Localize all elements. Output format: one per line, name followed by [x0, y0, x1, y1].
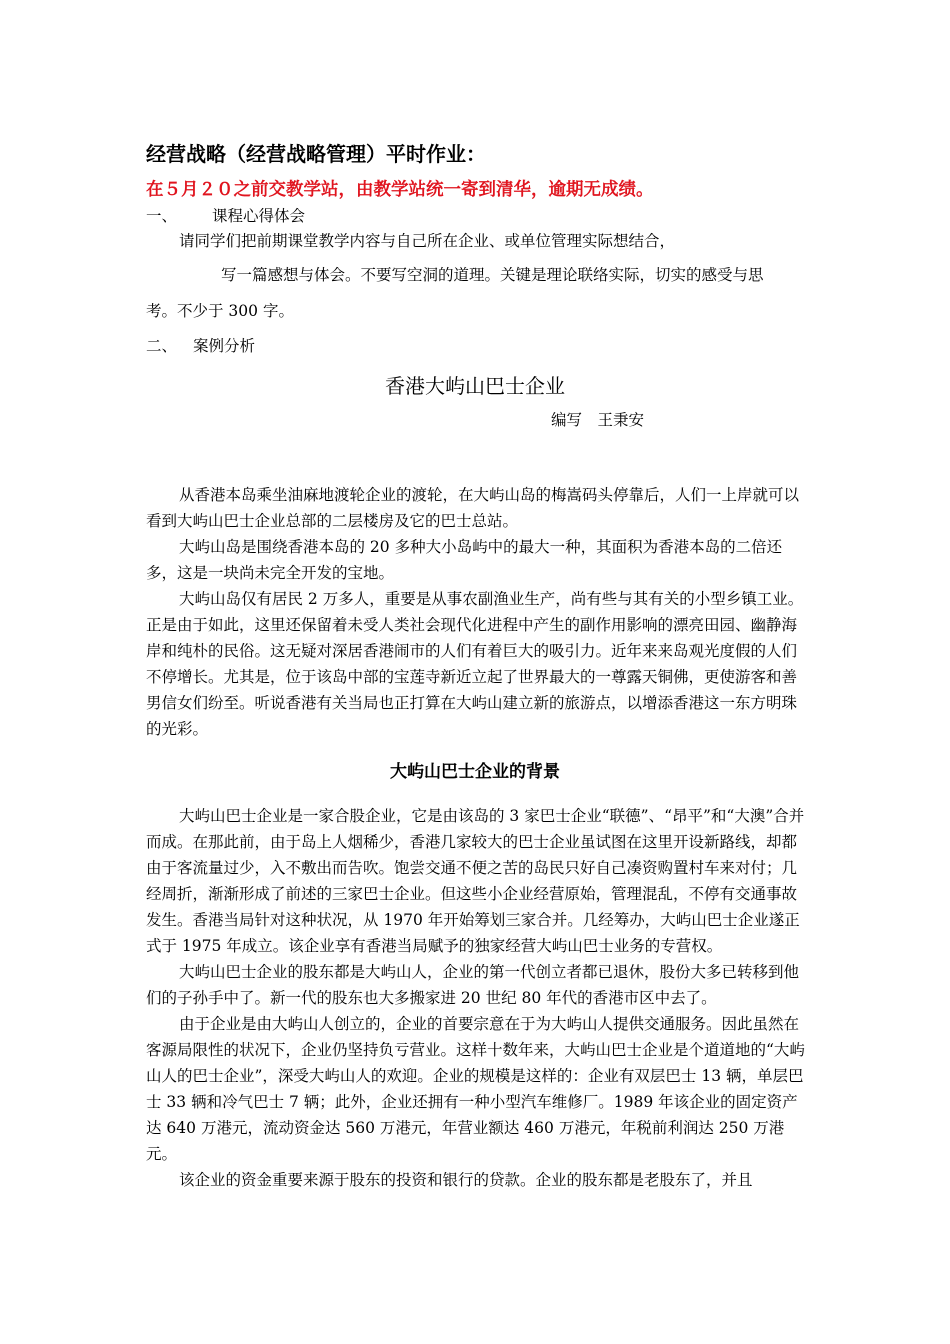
case-title: 香港大屿山巴士企业: [385, 374, 565, 398]
paragraph: 大屿山巴士企业的股东都是大屿山人，企业的第一代创立者都已退休，股份大多已转移到他们的子孙手中了。新一代的股东也大多搬家进 20 世纪 80 年代的香港市区中去了。: [146, 963, 800, 1007]
paragraph: 大屿山岛仅有居民 2 万多人，重要是从事农副渔业生产，尚有些与其有关的小型乡镇工业。正是由于如此，这里还保留着未受人类社会现代化进程中产生的副作用影响的漂亮田园、幽静海岸和纯朴的民俗。这无疑对深居香港闹市的人们有着巨大的吸引力。近年来来岛观光度假的人们不停增长。尤其是，位于该岛中部的宝莲寺新近立起了世界最大的一尊露天铜佛，更使游客和善男信女们纷至。听说香港有关当局也正打算在大屿山建立新的旅游点，以增添香港这一东方明珠的光彩。: [146, 590, 804, 738]
section1-line: 写一篇感想与体会。不要写空洞的道理。关键是理论联络实际，切实的感受与思: [221, 266, 764, 284]
section2-title: 案例分析: [193, 337, 256, 355]
section2-number: 二、: [146, 337, 178, 355]
paragraph: 该企业的资金重要来源于股东的投资和银行的贷款。企业的股东都是老股东了，并且: [179, 1171, 753, 1189]
background-title: 大屿山巴士企业的背景: [390, 762, 560, 782]
section1-line: 请同学们把前期课堂教学内容与自己所在企业、或单位管理实际想结合，: [179, 232, 676, 250]
case-intro: [146, 482, 812, 742]
deadline-notice: 在５月２０之前交教学站，由教学站统一寄到清华，逾期无成绩。: [146, 180, 654, 200]
case-background: [146, 803, 812, 1193]
section1-number: 一、: [146, 207, 178, 225]
assignment-heading: 经营战略（经营战略管理）平时作业：: [146, 142, 486, 166]
case-author: 编写 王秉安: [551, 411, 645, 429]
paragraph: 由于企业是由大屿山人创立的，企业的首要宗意在于为大屿山人提供交通服务。因此虽然在客源局限性的状况下，企业仍坚持负亏营业。这样十数年来，大屿山巴士企业是个道道地的“大屿山人的巴士企业”，深受大屿山人的欢迎。企业的规模是这样的：企业有双层巴士 13 辆，单层巴士 33 辆和冷气巴士 7 辆；此外，企业还拥有一种小型汽车维修厂。1989 年该企业的固定资产达 640 万港元，流动资金达 560 万港元，年营业额达 460 万港元，年税前利润达 250 万港元。: [146, 1015, 805, 1163]
section1-title: 课程心得体会: [212, 207, 306, 225]
paragraph: 大屿山岛是围绕香港本岛的 20 多种大小岛屿中的最大一种，其面积为香港本岛的二倍还多，这是一块尚未完全开发的宝地。: [146, 538, 783, 582]
section1-line: 考。不少于 300 字。: [146, 302, 294, 320]
paragraph: 大屿山巴士企业是一家合股企业，它是由该岛的 3 家巴士企业“联德”、“昂平”和“大澳”合并而成。在那此前，由于岛上人烟稀少，香港几家较大的巴士企业虽试图在这里开设新路线，却都由于客流量过少，入不敷出而告吹。饱尝交通不便之苦的岛民只好自己凑资购置村车来对付；几经周折，渐渐形成了前述的三家巴士企业。但这些小企业经营原始，管理混乱，不停有交通事故发生。香港当局针对这种状况，从 1970 年开始筹划三家合并。几经筹办，大屿山巴士企业遂正式于 1975 年成立。该企业享有香港当局赋予的独家经营大屿山巴士业务的专营权。: [146, 807, 805, 955]
paragraph: 从香港本岛乘坐油麻地渡轮企业的渡轮，在大屿山岛的梅嵩码头停靠后，人们一上岸就可以看到大屿山巴士企业总部的二层楼房及它的巴士总站。: [146, 486, 800, 530]
